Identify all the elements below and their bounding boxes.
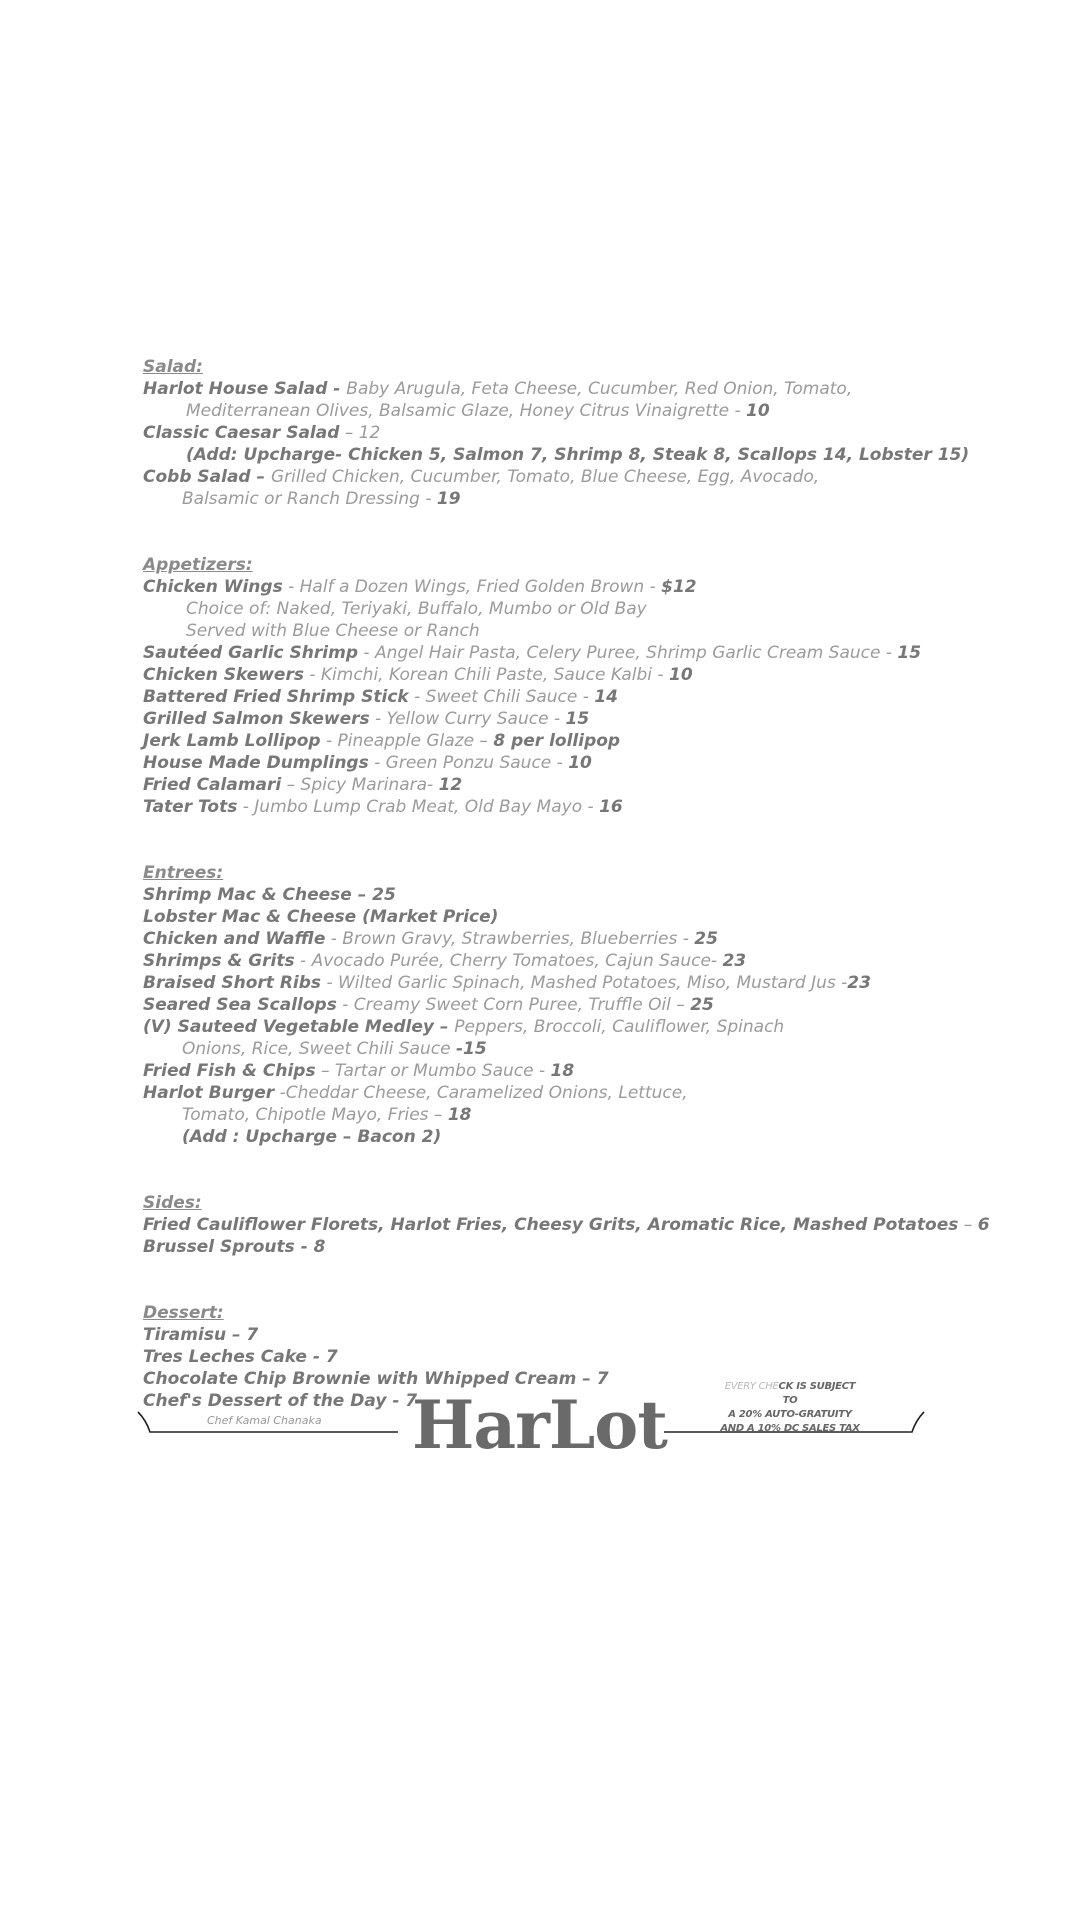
- item-description: - Jumbo Lump Crab Meat, Old Bay Mayo -: [237, 797, 600, 817]
- menu-item-line: [143, 1214, 990, 1236]
- menu-item-line: [143, 1104, 943, 1126]
- item-description: Mediterranean Olives, Balsamic Glaze, Honey Citrus Vinaigrette -: [186, 401, 747, 421]
- item-description: - Brown Gravy, Strawberries, Blueberries -: [325, 929, 695, 949]
- menu-item-line: [143, 686, 943, 708]
- harlot-logo: [412, 1384, 667, 1466]
- menu-item-line: [143, 1346, 943, 1368]
- section-heading: Sides:: [143, 1193, 202, 1213]
- item-description: Baby Arugula, Feta Cheese, Cucumber, Red Onion, Tomato,: [346, 379, 853, 399]
- item-name: Tater Tots: [143, 797, 238, 817]
- menu-item-line: [143, 466, 943, 488]
- menu-item-line: [143, 598, 943, 620]
- menu-item-line: [143, 642, 943, 664]
- menu-item-line: [143, 400, 943, 422]
- item-price: 25: [690, 995, 714, 1015]
- item-price: 10: [668, 665, 693, 685]
- item-description: -Cheddar Cheese, Caramelized Onions, Lettuce,: [274, 1083, 688, 1103]
- item-name: Chicken Skewers: [143, 665, 304, 685]
- item-description: - Yellow Curry Sauce -: [369, 709, 566, 729]
- menu-section: [143, 1192, 990, 1258]
- item-name: Chicken Wings: [143, 577, 283, 597]
- item-name: Shrimp Mac & Cheese – 25: [143, 885, 396, 905]
- item-price: 18: [447, 1105, 472, 1125]
- item-price: 25: [694, 929, 718, 949]
- logo-text: HarLot: [412, 1386, 667, 1464]
- item-price: 14: [594, 687, 618, 707]
- menu-item-line: [143, 1038, 943, 1060]
- disclaimer-line-1: CK IS SUBJECT TO: [778, 1381, 856, 1406]
- menu-section: [143, 554, 943, 818]
- item-description: – Spicy Marinara-: [281, 775, 439, 795]
- item-description: - Half a Dozen Wings, Fried Golden Brown -: [282, 577, 662, 597]
- item-price: $12: [661, 577, 697, 597]
- item-description: Balsamic or Ranch Dressing -: [182, 489, 437, 509]
- item-name: Cobb Salad –: [143, 467, 271, 487]
- item-description: - Green Ponzu Sauce -: [368, 753, 569, 773]
- menu-item-line: [143, 1126, 943, 1148]
- disclaimer-line-2: A 20% AUTO-GRATUITY: [728, 1409, 852, 1420]
- menu-item-line: [143, 906, 943, 928]
- item-name: Grilled Salmon Skewers: [143, 709, 370, 729]
- item-description: – Tartar or Mumbo Sauce -: [315, 1061, 551, 1081]
- menu-item-line: [143, 774, 943, 796]
- menu-item-line: [143, 972, 943, 994]
- menu-item-line: [143, 884, 943, 906]
- menu-item-line: [143, 994, 943, 1016]
- item-name: Harlot Burger: [143, 1083, 275, 1103]
- item-description: - Angel Hair Pasta, Celery Puree, Shrimp Garlic Cream Sauce -: [358, 643, 898, 663]
- item-name: Jerk Lamb Lollipop: [143, 731, 321, 751]
- item-name: Fried Cauliflower Florets, Harlot Fries, Cheesy Grits, Aromatic Rice, Mashed Potatoes: [143, 1215, 959, 1235]
- menu-body: [143, 356, 990, 1412]
- section-heading: Appetizers:: [143, 555, 253, 575]
- item-price: 10: [568, 753, 592, 773]
- menu-item-line: [143, 1082, 943, 1104]
- item-description: - Avocado Purée, Cherry Tomatoes, Cajun Sauce-: [294, 951, 723, 971]
- gratuity-disclaimer: [718, 1380, 862, 1436]
- item-name: Tres Leches Cake - 7: [143, 1347, 338, 1367]
- item-name: Braised Short Ribs: [143, 973, 322, 993]
- item-name: Chocolate Chip Brownie with Whipped Cream – 7: [143, 1369, 609, 1389]
- item-name: Harlot House Salad -: [143, 379, 347, 399]
- item-price: -15: [455, 1039, 487, 1059]
- menu-item-line: [143, 1236, 943, 1258]
- item-name: Fried Fish & Chips: [143, 1061, 316, 1081]
- item-price: 23: [722, 951, 747, 971]
- menu-footer: [0, 1380, 1080, 1464]
- item-name: Sautéed Garlic Shrimp: [143, 643, 358, 663]
- item-name: Fried Calamari: [143, 775, 282, 795]
- item-description: - Pineapple Glaze –: [320, 731, 494, 751]
- menu-item-line: [143, 576, 943, 598]
- item-name: House Made Dumplings: [143, 753, 369, 773]
- item-name: Brussel Sprouts - 8: [143, 1237, 326, 1257]
- menu-item-line: [143, 378, 943, 400]
- item-price: 18: [550, 1061, 575, 1081]
- item-price: 8 per lollipop: [493, 731, 621, 751]
- menu-item-line: [143, 1016, 943, 1038]
- disclaimer-line-3: AND A 10% DC SALES TAX: [720, 1423, 860, 1434]
- item-description: - Creamy Sweet Corn Puree, Truffle Oil –: [336, 995, 691, 1015]
- item-name: Lobster Mac & Cheese (Market Price): [143, 907, 499, 927]
- menu-item-line: [143, 620, 943, 642]
- section-heading: Dessert:: [143, 1303, 224, 1323]
- item-name: Classic Caesar Salad: [143, 423, 340, 443]
- menu-item-line: [143, 488, 943, 510]
- item-description: - Kimchi, Korean Chili Paste, Sauce Kalbi -: [303, 665, 669, 685]
- menu-section: [143, 862, 943, 1148]
- item-description: – 12: [339, 423, 381, 443]
- menu-item-line: [143, 730, 943, 752]
- menu-section: [143, 356, 970, 510]
- menu-item-line: [143, 928, 943, 950]
- item-description: Tomato, Chipotle Mayo, Fries –: [182, 1105, 448, 1125]
- section-heading: Entrees:: [143, 863, 224, 883]
- item-description: Onions, Rice, Sweet Chili Sauce: [182, 1039, 456, 1059]
- item-price: 10: [746, 401, 770, 421]
- item-name: Shrimps & Grits: [143, 951, 295, 971]
- menu-item-line: [143, 708, 943, 730]
- menu-item-line: [143, 950, 943, 972]
- item-description: –: [958, 1215, 978, 1235]
- item-name: (Add: Upcharge- Chicken 5, Salmon 7, Shrimp 8, Steak 8, Scallops 14, Lobster 15): [186, 445, 970, 465]
- item-name: Battered Fried Shrimp Stick: [143, 687, 409, 707]
- item-name: Chicken and Waffle: [143, 929, 326, 949]
- item-name: (V) Sauteed Vegetable Medley –: [143, 1017, 455, 1037]
- item-description: - Wilted Garlic Spinach, Mashed Potatoes, Miso, Mustard Jus -: [321, 973, 848, 993]
- menu-item-line: [143, 1324, 943, 1346]
- menu-item-line: [143, 1060, 943, 1082]
- disclaimer-faded: EVERY CHE: [724, 1381, 779, 1392]
- item-name: Seared Sea Scallops: [143, 995, 337, 1015]
- item-price: 15: [565, 709, 590, 729]
- item-description: Grilled Chicken, Cucumber, Tomato, Blue Cheese, Egg, Avocado,: [270, 467, 820, 487]
- item-name: (Add : Upcharge – Bacon 2): [182, 1127, 442, 1147]
- item-price: 15: [897, 643, 922, 663]
- menu-item-line: [143, 752, 943, 774]
- item-price: 19: [436, 489, 461, 509]
- item-price: 6: [977, 1215, 990, 1235]
- item-description: Choice of: Naked, Teriyaki, Buffalo, Mumbo or Old Bay: [186, 599, 647, 619]
- chef-name: Chef Kamal Chanaka: [207, 1414, 322, 1427]
- menu-item-line: [143, 796, 943, 818]
- item-price: 23: [847, 973, 871, 993]
- menu-item-line: [143, 664, 943, 686]
- item-price: 16: [599, 797, 623, 817]
- item-price: 12: [438, 775, 463, 795]
- item-description: Served with Blue Cheese or Ranch: [186, 621, 480, 641]
- menu-item-line: [143, 422, 943, 444]
- section-heading: Salad:: [143, 357, 203, 377]
- item-name: Tiramisu – 7: [143, 1325, 259, 1345]
- item-description: Peppers, Broccoli, Cauliflower, Spinach: [454, 1017, 785, 1037]
- menu-item-line: [143, 444, 970, 466]
- item-name: Chef's Dessert of the Day - 7: [143, 1391, 418, 1411]
- item-description: - Sweet Chili Sauce -: [408, 687, 595, 707]
